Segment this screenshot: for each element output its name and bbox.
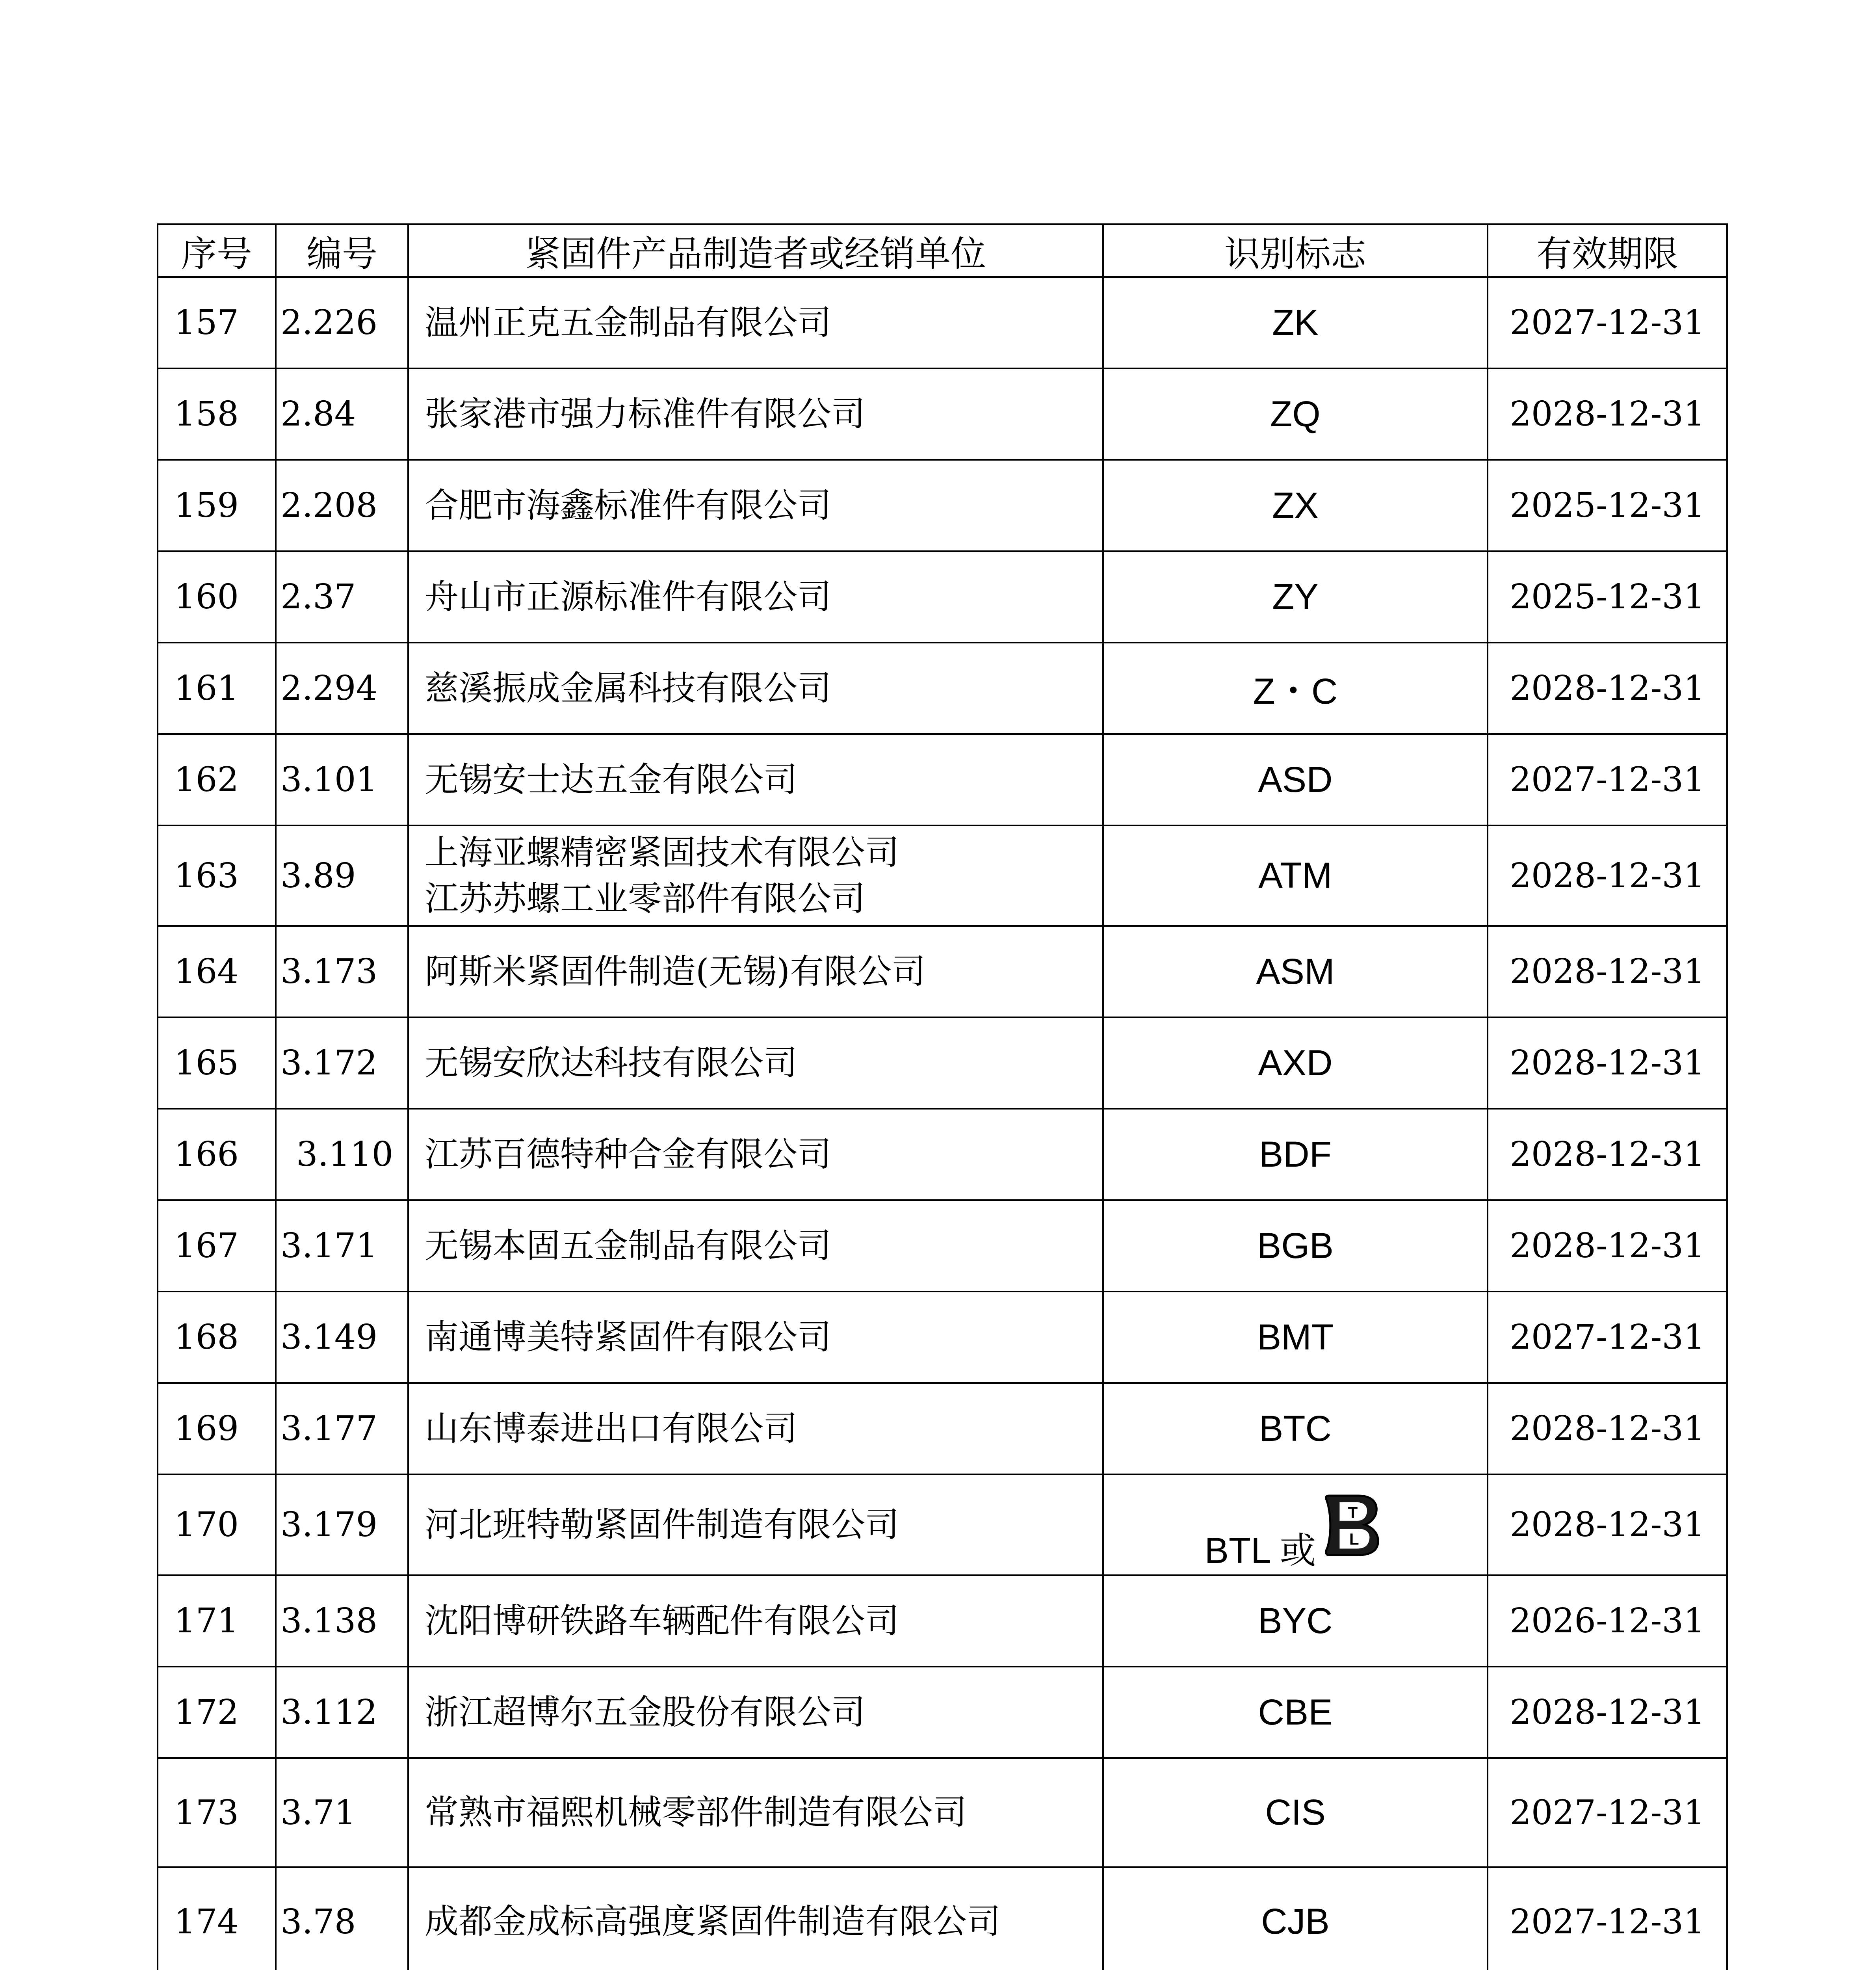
table-row (158, 1017, 1727, 1109)
row-company: 舟山市正源标准件有限公司 (408, 551, 1103, 643)
row-code: 2.37 (276, 551, 408, 643)
row-mark: BMT (1103, 1292, 1488, 1383)
table-row (158, 1292, 1727, 1383)
btl-mark-text: BTL 或 (1204, 1531, 1316, 1571)
row-seq: 171 (158, 1575, 276, 1667)
row-company: 阿斯米紧固件制造(无锡)有限公司 (408, 926, 1103, 1017)
company-name-line-2: 江苏苏螺工业零部件有限公司 (425, 879, 865, 918)
row-code: 3.78 (276, 1867, 408, 1970)
row-valid-date: 2028-12-31 (1488, 368, 1727, 460)
row-seq: 167 (158, 1200, 276, 1292)
row-company: 常熟市福熙机械零部件制造有限公司 (408, 1758, 1103, 1867)
table-row (158, 734, 1727, 825)
row-valid-date: 2028-12-31 (1488, 1667, 1727, 1758)
row-company: 温州正克五金制品有限公司 (408, 277, 1103, 368)
row-mark: ZK (1103, 277, 1488, 368)
row-seq: 163 (158, 825, 276, 926)
row-code: 2.294 (276, 643, 408, 734)
row-code: 3.171 (276, 1200, 408, 1292)
btl-logo-letter-l: L (1349, 1530, 1360, 1548)
row-code: 3.177 (276, 1383, 408, 1474)
row-valid-date: 2028-12-31 (1488, 825, 1727, 926)
table-row (158, 1867, 1727, 1970)
row-company: 合肥市海鑫标准件有限公司 (408, 460, 1103, 551)
row-valid-date: 2027-12-31 (1488, 1758, 1727, 1867)
table-row (158, 1109, 1727, 1200)
row-company: 河北班特勒紧固件制造有限公司 (408, 1474, 1103, 1575)
header-code: 编号 (276, 224, 408, 277)
table-row (158, 1383, 1727, 1474)
table-row (158, 551, 1727, 643)
row-seq: 172 (158, 1667, 276, 1758)
header-mark: 识别标志 (1103, 224, 1488, 277)
table-row (158, 1667, 1727, 1758)
table-row (158, 277, 1727, 368)
row-company: 山东博泰进出口有限公司 (408, 1383, 1103, 1474)
row-mark: ZQ (1103, 368, 1488, 460)
btl-logo-letter-t: T (1348, 1504, 1358, 1522)
table-row (158, 643, 1727, 734)
row-code: 3.101 (276, 734, 408, 825)
row-company: 无锡安欣达科技有限公司 (408, 1017, 1103, 1109)
row-code: 3.89 (276, 825, 408, 926)
row-mark: BYC (1103, 1575, 1488, 1667)
row-code: 3.138 (276, 1575, 408, 1667)
table-row (158, 926, 1727, 1017)
row-valid-date: 2027-12-31 (1488, 1867, 1727, 1970)
row-company: 南通博美特紧固件有限公司 (408, 1292, 1103, 1383)
row-code: 2.226 (276, 277, 408, 368)
header-valid: 有效期限 (1488, 224, 1727, 277)
row-valid-date: 2028-12-31 (1488, 1200, 1727, 1292)
row-mark: ZX (1103, 460, 1488, 551)
row-valid-date: 2025-12-31 (1488, 551, 1727, 643)
row-valid-date: 2026-12-31 (1488, 1575, 1727, 1667)
row-seq: 165 (158, 1017, 276, 1109)
table-header-row (158, 224, 1727, 277)
row-seq: 161 (158, 643, 276, 734)
row-mark: AXD (1103, 1017, 1488, 1109)
btl-b-logo-icon (1320, 1492, 1386, 1558)
row-company: 张家港市强力标准件有限公司 (408, 368, 1103, 460)
row-seq: 169 (158, 1383, 276, 1474)
row-seq: 164 (158, 926, 276, 1017)
header-seq: 序号 (158, 224, 276, 277)
table-row (158, 460, 1727, 551)
row-code: 3.179 (276, 1474, 408, 1575)
row-valid-date: 2028-12-31 (1488, 926, 1727, 1017)
table-row (158, 1575, 1727, 1667)
row-company: 无锡本固五金制品有限公司 (408, 1200, 1103, 1292)
row-code: 3.110 (276, 1109, 408, 1200)
row-valid-date: 2027-12-31 (1488, 734, 1727, 825)
row-mark: ASD (1103, 734, 1488, 825)
row-valid-date: 2025-12-31 (1488, 460, 1727, 551)
row-company: 慈溪振成金属科技有限公司 (408, 643, 1103, 734)
row-company: 沈阳博研铁路车辆配件有限公司 (408, 1575, 1103, 1667)
row-seq: 170 (158, 1474, 276, 1575)
row-mark: Z・C (1103, 643, 1488, 734)
row-mark: CBE (1103, 1667, 1488, 1758)
row-mark: ASM (1103, 926, 1488, 1017)
table-row (158, 1200, 1727, 1292)
row-code: 2.208 (276, 460, 408, 551)
row-code: 2.84 (276, 368, 408, 460)
row-valid-date: 2028-12-31 (1488, 1109, 1727, 1200)
row-mark (1103, 1474, 1488, 1575)
row-seq: 162 (158, 734, 276, 825)
row-code: 3.172 (276, 1017, 408, 1109)
row-mark: CIS (1103, 1758, 1488, 1867)
row-valid-date: 2028-12-31 (1488, 1017, 1727, 1109)
row-mark: BGB (1103, 1200, 1488, 1292)
row-company: 成都金成标高强度紧固件制造有限公司 (408, 1867, 1103, 1970)
row-seq: 173 (158, 1758, 276, 1867)
row-company (408, 825, 1103, 926)
row-code: 3.71 (276, 1758, 408, 1867)
row-seq: 157 (158, 277, 276, 368)
row-company: 江苏百德特种合金有限公司 (408, 1109, 1103, 1200)
row-mark: BDF (1103, 1109, 1488, 1200)
btl-mark-group (1204, 1492, 1386, 1571)
row-seq: 168 (158, 1292, 276, 1383)
row-seq: 174 (158, 1867, 276, 1970)
table-row (158, 1474, 1727, 1575)
table-row (158, 1758, 1727, 1867)
row-seq: 158 (158, 368, 276, 460)
row-mark: CJB (1103, 1867, 1488, 1970)
table-row (158, 368, 1727, 460)
row-valid-date: 2027-12-31 (1488, 1292, 1727, 1383)
row-company: 浙江超博尔五金股份有限公司 (408, 1667, 1103, 1758)
row-company: 无锡安士达五金有限公司 (408, 734, 1103, 825)
header-name: 紧固件产品制造者或经销单位 (408, 224, 1103, 277)
row-seq: 159 (158, 460, 276, 551)
row-valid-date: 2028-12-31 (1488, 1383, 1727, 1474)
row-valid-date: 2028-12-31 (1488, 1474, 1727, 1575)
row-seq: 160 (158, 551, 276, 643)
row-mark: BTC (1103, 1383, 1488, 1474)
row-code: 3.149 (276, 1292, 408, 1383)
row-valid-date: 2028-12-31 (1488, 643, 1727, 734)
row-code: 3.112 (276, 1667, 408, 1758)
row-seq: 166 (158, 1109, 276, 1200)
registry-table (157, 223, 1728, 1970)
row-mark: ATM (1103, 825, 1488, 926)
company-name-line-1: 上海亚螺精密紧固技术有限公司 (425, 833, 899, 873)
row-mark: ZY (1103, 551, 1488, 643)
row-valid-date: 2027-12-31 (1488, 277, 1727, 368)
row-code: 3.173 (276, 926, 408, 1017)
table-row (158, 825, 1727, 926)
